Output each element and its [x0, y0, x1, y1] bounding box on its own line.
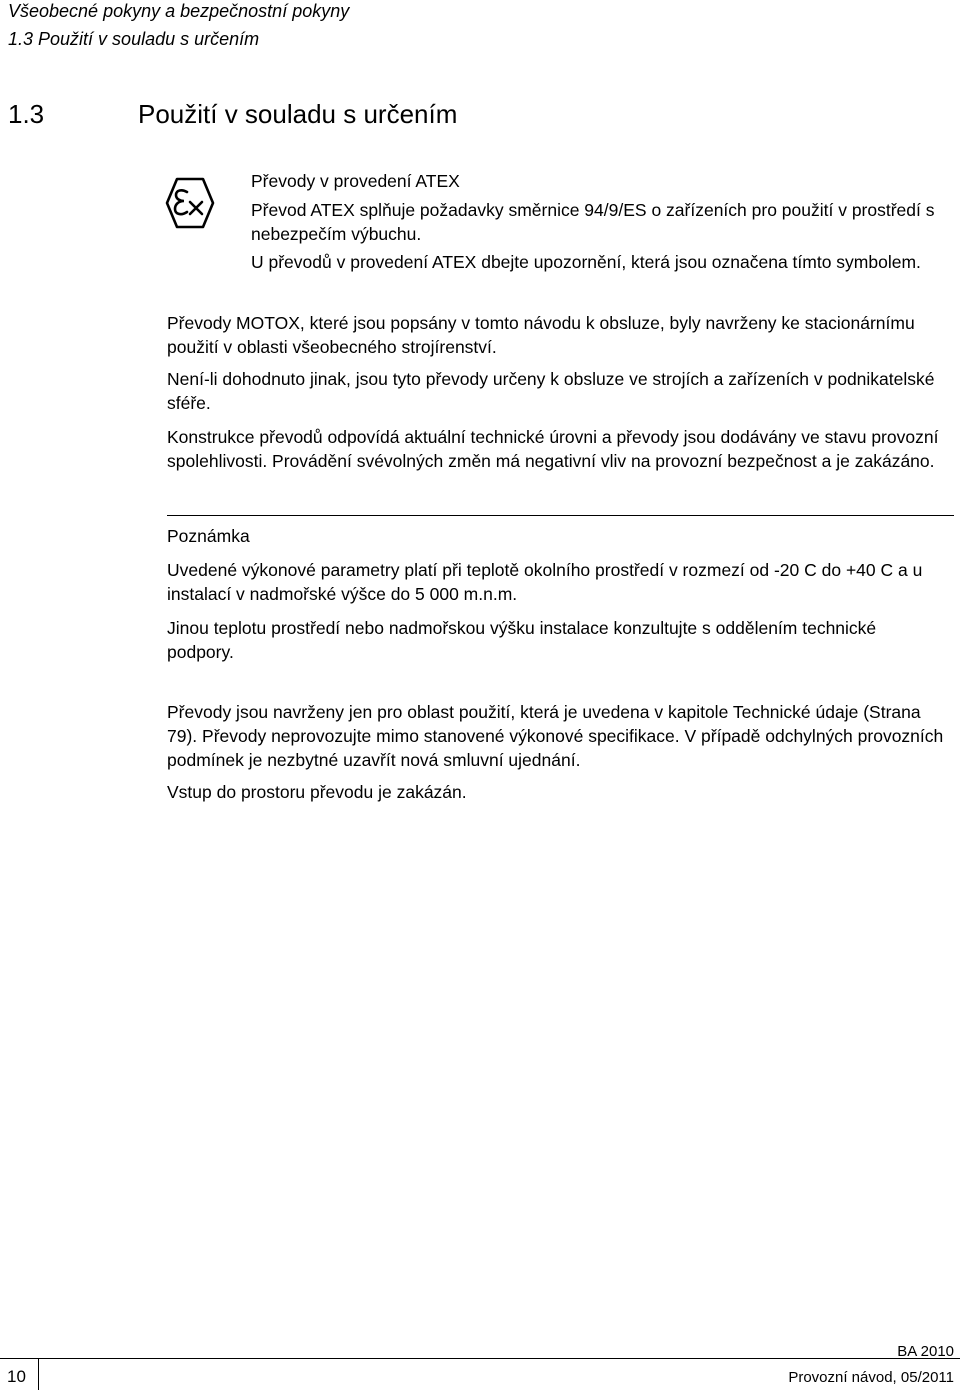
running-header-chapter: Všeobecné pokyny a bezpečnostní pokyny	[8, 1, 350, 21]
atex-paragraph-2: U převodů v provedení ATEX dbejte upozornění, která jsou označena tímto symbolem.	[251, 252, 921, 272]
atex-paragraph-1: Převod ATEX splňuje požadavky směrnice 94/9/ES o zařízeních pro použití v prostředí s nebezpečím výbuchu.	[251, 200, 935, 244]
note-heading: Poznámka	[167, 526, 250, 546]
body-paragraph-2: Není-li dohodnuto jinak, jsou tyto převody určeny k obsluze ve strojích a zařízeních v podnikatelské sféře.	[167, 369, 935, 413]
section-heading	[8, 98, 457, 130]
body-paragraph-1: Převody MOTOX, které jsou popsány v tomto návodu k obsluze, byly navrženy ke stacionárnímu použití v oblasti všeobecného strojírenství.	[167, 313, 915, 357]
footer-page-separator	[38, 1358, 39, 1390]
note-paragraph-1: Uvedené výkonové parametry platí při teplotě okolního prostředí v rozmezí od -20 C do +40 C a u instalací v nadmořské výšce do 5 000 m.n.m.	[167, 560, 923, 604]
usage-paragraph-2: Vstup do prostoru převodu je zakázán.	[167, 782, 467, 802]
document-name: Provozní návod, 05/2011	[788, 1369, 954, 1386]
note-divider	[167, 515, 954, 516]
note-paragraph-2: Jinou teplotu prostředí nebo nadmořskou výšku instalace konzultujte s oddělením technické podpory.	[167, 618, 877, 662]
usage-paragraph-1: Převody jsou navrženy jen pro oblast použití, která je uvedena v kapitole Technické údaje (Strana 79). Převody neprovozujte mimo stanovené výkonové specifikace. V případě odchylných provozních podmínek je nezbytné uzavřít nová smluvní ujednání.	[167, 702, 944, 770]
body-paragraph-3: Konstrukce převodů odpovídá aktuální technické úrovni a převody jsou dodávány ve stavu provozní spolehlivosti. Provádění svévolných změn má negativní vliv na provozní bezpečnost a je zakázáno.	[167, 427, 939, 471]
section-number: 1.3	[8, 99, 45, 129]
atex-heading: Převody v provedení ATEX	[251, 171, 460, 191]
atex-ex-hexagon-icon	[165, 175, 215, 231]
section-title: Použití v souladu s určením	[138, 99, 458, 129]
running-header-section: 1.3 Použití v souladu s určením	[8, 29, 260, 49]
document-code: BA 2010	[897, 1343, 954, 1360]
page-number: 10	[7, 1367, 26, 1386]
footer-divider	[0, 1358, 960, 1359]
